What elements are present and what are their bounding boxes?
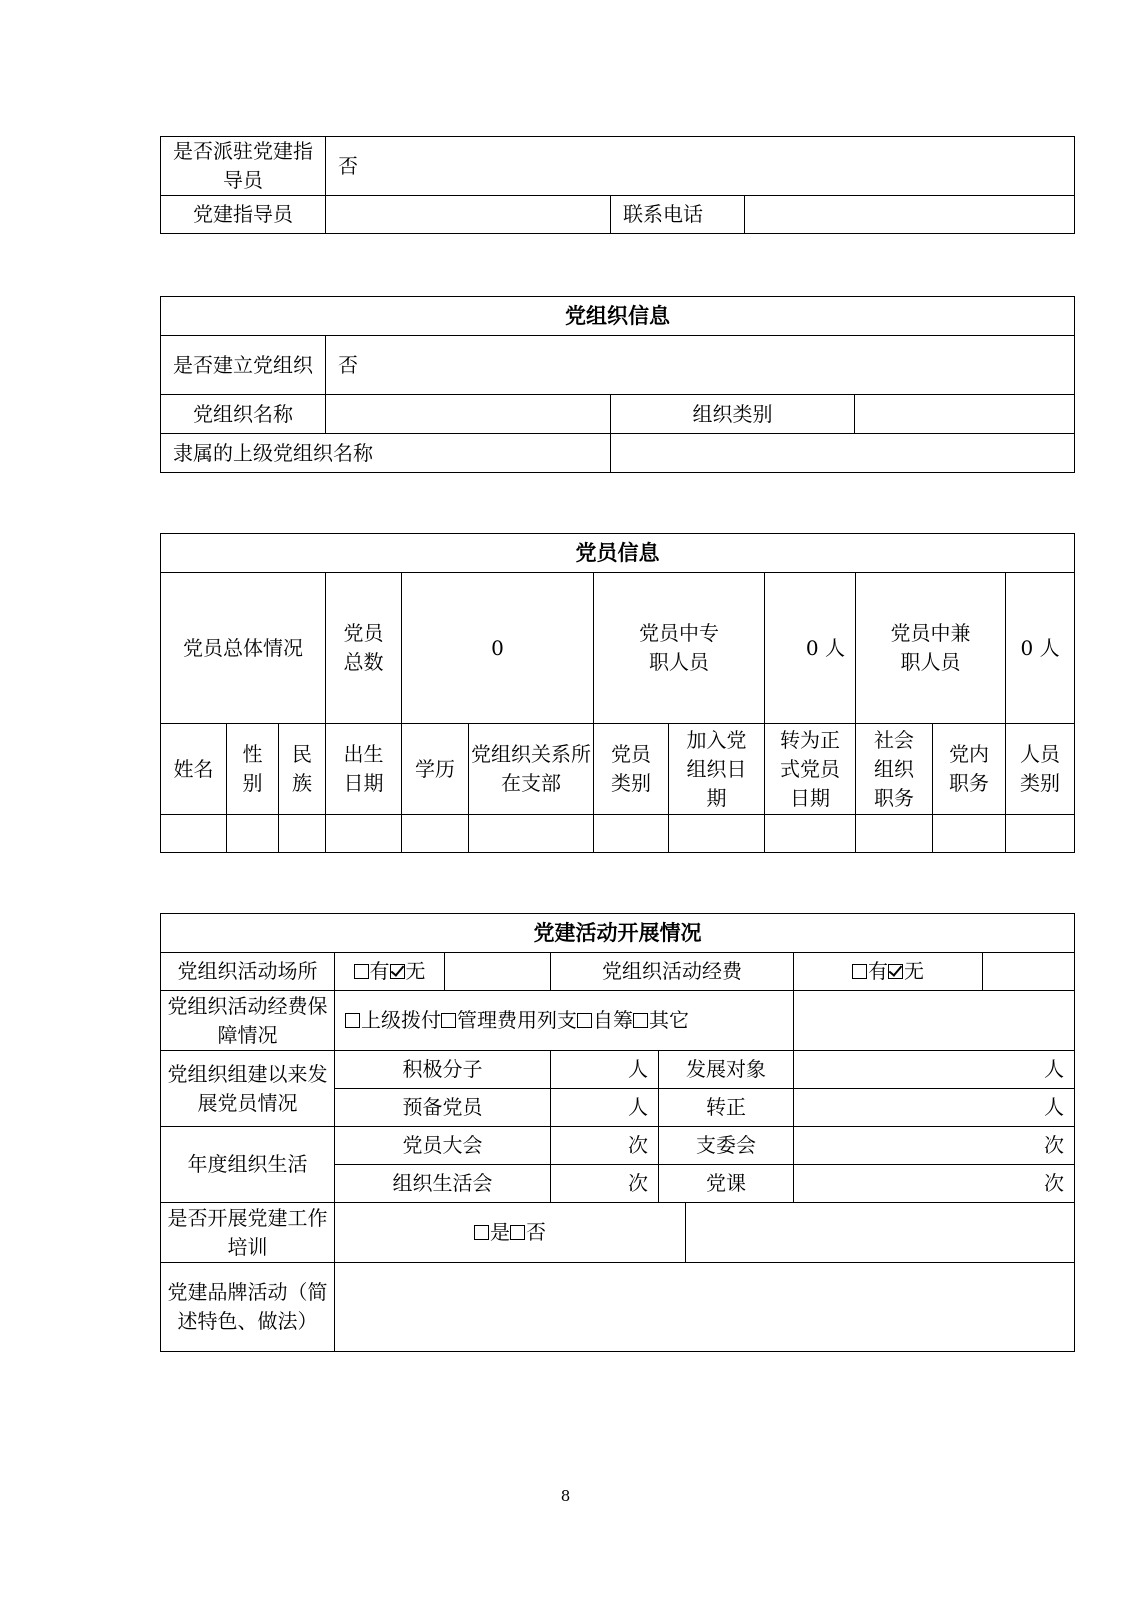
dev-targets-label: 发展对象 — [659, 1051, 794, 1089]
venue-yes-checkbox[interactable] — [354, 964, 369, 979]
col-branch: 党组织关系所在支部 — [469, 724, 594, 815]
empty-cell[interactable] — [1006, 815, 1075, 853]
members-parttime-label: 党员中兼职人员 — [856, 573, 1006, 724]
empty-cell[interactable] — [933, 815, 1006, 853]
regularized-value[interactable]: 人 — [794, 1089, 1075, 1127]
training-no-checkbox[interactable] — [510, 1225, 525, 1240]
org-established-label: 是否建立党组织 — [161, 336, 326, 395]
empty-cell[interactable] — [402, 815, 469, 853]
venue-yes-label: 有 — [369, 959, 390, 983]
funds-extra[interactable] — [983, 953, 1075, 991]
venue-no-label: 无 — [405, 959, 426, 983]
col-party-post: 党内职务 — [933, 724, 1006, 815]
assembly-value[interactable]: 次 — [551, 1127, 659, 1165]
activities-table — [160, 913, 1075, 1352]
col-ethnicity: 民族 — [279, 724, 326, 815]
training-no-label: 否 — [526, 1220, 546, 1244]
empty-cell[interactable] — [279, 815, 326, 853]
col-education: 学历 — [402, 724, 469, 815]
training-label: 是否开展党建工作培训 — [161, 1203, 335, 1263]
col-join-date: 加入党组织日期 — [669, 724, 765, 815]
empty-cell[interactable] — [594, 815, 669, 853]
funds-no-label: 无 — [904, 959, 924, 983]
venue-label: 党组织活动场所 — [161, 953, 335, 991]
life-meeting-label: 组织生活会 — [335, 1165, 551, 1203]
org-established-value[interactable]: 否 — [326, 336, 1075, 395]
guarantee-other-label: 其它 — [649, 1008, 689, 1032]
regularized-label: 转正 — [659, 1089, 794, 1127]
training-options — [335, 1203, 686, 1263]
guarantee-self-label: 自筹 — [593, 1008, 633, 1032]
empty-cell[interactable] — [469, 815, 594, 853]
col-social-post: 社会组织职务 — [856, 724, 933, 815]
empty-cell[interactable] — [326, 815, 402, 853]
org-parent-value[interactable] — [611, 434, 1075, 473]
instructor-label: 党建指导员 — [161, 196, 326, 234]
org-table — [160, 296, 1075, 473]
committee-label: 支委会 — [659, 1127, 794, 1165]
guarantee-mgmt-checkbox[interactable] — [441, 1013, 456, 1028]
dev-label: 党组织组建以来发展党员情况 — [161, 1051, 335, 1127]
assembly-label: 党员大会 — [335, 1127, 551, 1165]
col-birthdate: 出生日期 — [326, 724, 402, 815]
life-meeting-value[interactable]: 次 — [551, 1165, 659, 1203]
activists-value[interactable]: 人 — [551, 1051, 659, 1089]
dispatched-label: 是否派驻党建指导员 — [161, 137, 326, 196]
col-formal-date: 转为正式党员日期 — [765, 724, 856, 815]
empty-cell[interactable] — [765, 815, 856, 853]
venue-options — [335, 953, 445, 991]
guarantee-superior-checkbox[interactable] — [345, 1013, 360, 1028]
org-type-value[interactable] — [855, 395, 1075, 434]
instructor-value[interactable] — [326, 196, 611, 234]
table-row — [161, 815, 1075, 853]
training-yes-label: 是 — [490, 1220, 510, 1244]
guarantee-superior-label: 上级拨付 — [361, 1008, 441, 1032]
members-total-label: 党员总数 — [326, 573, 402, 724]
training-yes-checkbox[interactable] — [474, 1225, 489, 1240]
activists-label: 积极分子 — [335, 1051, 551, 1089]
activities-title: 党建活动开展情况 — [161, 914, 1075, 953]
col-name: 姓名 — [161, 724, 227, 815]
org-parent-label: 隶属的上级党组织名称 — [161, 434, 611, 473]
training-extra[interactable] — [686, 1203, 1075, 1263]
members-fulltime-label: 党员中专职人员 — [594, 573, 765, 724]
org-title: 党组织信息 — [161, 297, 1075, 336]
org-type-label: 组织类别 — [611, 395, 855, 434]
org-name-value[interactable] — [326, 395, 611, 434]
empty-cell[interactable] — [856, 815, 933, 853]
page-number: 8 — [560, 1487, 571, 1505]
lecture-value[interactable]: 次 — [794, 1165, 1075, 1203]
col-personnel-type: 人员类别 — [1006, 724, 1075, 815]
funds-yes-label: 有 — [868, 959, 888, 983]
funds-options — [794, 953, 983, 991]
venue-no-checkbox[interactable] — [390, 964, 405, 979]
members-table — [160, 533, 1075, 853]
empty-cell[interactable] — [161, 815, 227, 853]
members-title: 党员信息 — [161, 534, 1075, 573]
phone-label: 联系电话 — [611, 196, 745, 234]
probationary-label: 预备党员 — [335, 1089, 551, 1127]
committee-value[interactable]: 次 — [794, 1127, 1075, 1165]
dev-targets-value[interactable]: 人 — [794, 1051, 1075, 1089]
members-fulltime-value[interactable]: 0 人 — [765, 573, 856, 724]
probationary-value[interactable]: 人 — [551, 1089, 659, 1127]
brand-label: 党建品牌活动（简述特色、做法） — [161, 1263, 335, 1352]
empty-cell[interactable] — [669, 815, 765, 853]
org-name-label: 党组织名称 — [161, 395, 326, 434]
members-parttime-value[interactable]: 0 人 — [1006, 573, 1075, 724]
brand-value[interactable] — [335, 1263, 1075, 1352]
funds-label: 党组织活动经费 — [551, 953, 794, 991]
instructor-table — [160, 136, 1075, 234]
guarantee-label: 党组织活动经费保障情况 — [161, 991, 335, 1051]
empty-cell[interactable] — [227, 815, 279, 853]
guarantee-other-checkbox[interactable] — [633, 1013, 648, 1028]
lecture-label: 党课 — [659, 1165, 794, 1203]
funds-yes-checkbox[interactable] — [852, 964, 867, 979]
life-label: 年度组织生活 — [161, 1127, 335, 1203]
guarantee-mgmt-label: 管理费用列支 — [457, 1008, 577, 1032]
guarantee-self-checkbox[interactable] — [577, 1013, 592, 1028]
dispatched-value[interactable]: 否 — [326, 137, 1075, 196]
col-member-type: 党员类别 — [594, 724, 669, 815]
venue-extra[interactable] — [445, 953, 551, 991]
members-total-value[interactable]: 0 — [402, 573, 594, 724]
funds-no-checkbox[interactable] — [888, 964, 903, 979]
members-overall-label: 党员总体情况 — [161, 573, 326, 724]
guarantee-options — [335, 991, 794, 1051]
phone-value[interactable] — [745, 196, 1075, 234]
col-gender: 性别 — [227, 724, 279, 815]
guarantee-extra[interactable] — [794, 991, 1075, 1051]
